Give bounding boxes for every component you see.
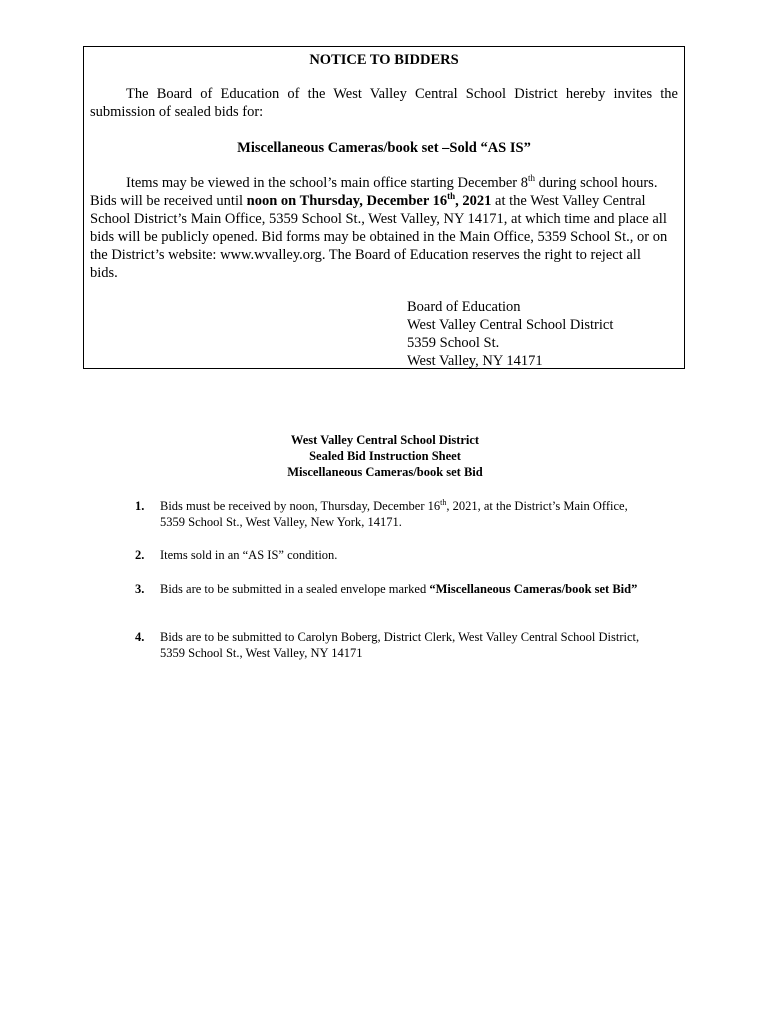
details-text-c: at the West Valley Central School District’s Main Office, 5359 School St., West Valley, NY 14171, at which time and place all bids will be publicly opened. Bid forms may be obtained in the Main Office, 5359 School St., or on the District’s website: www.wvalley.org. The Board of Education reserves the right to reject all bids. xyxy=(90,193,668,281)
notice-intro-paragraph xyxy=(90,85,678,121)
notice-title: NOTICE TO BIDDERS xyxy=(309,52,459,68)
signature-line: West Valley, NY 14171 xyxy=(407,353,543,369)
list-item xyxy=(135,547,655,563)
item-text: Bids are to be submitted to Carolyn Boberg, District Clerk, West Valley Central School District, 5359 School St., West Valley, NY 14171 xyxy=(160,630,640,660)
item-number: 1. xyxy=(135,499,145,513)
item-sup: th xyxy=(440,498,447,507)
notice-to-bidders-box xyxy=(83,46,685,369)
intro-line-1: The Board of Education of the West Valley Central School District hereby invites the xyxy=(126,86,678,102)
details-sup-a: th xyxy=(528,173,536,183)
item-text: Items sold in an “AS IS” condition. xyxy=(160,548,338,562)
item-text: Bids must be received by noon, Thursday, December 16 xyxy=(160,499,441,513)
details-bold-sup: th xyxy=(447,191,456,201)
signature-line: Board of Education xyxy=(407,299,521,315)
heading-line: Miscellaneous Cameras/book set Bid xyxy=(287,465,483,479)
details-bold-1: noon on Thursday, December 16 xyxy=(246,193,448,209)
list-item xyxy=(135,498,655,530)
details-text-a: Items may be viewed in the school’s main office starting December 8 xyxy=(126,175,528,191)
item-number: 2. xyxy=(135,548,145,562)
details-text-b: during school hours. Bids will be received until xyxy=(90,175,658,209)
signature-line: 5359 School St. xyxy=(407,335,500,351)
item-number: 3. xyxy=(135,582,145,596)
instruction-sheet-heading xyxy=(0,432,770,480)
signature-block xyxy=(407,298,613,370)
heading-line: Sealed Bid Instruction Sheet xyxy=(309,449,461,463)
item-text: Bids are to be submitted in a sealed envelope marked xyxy=(160,582,430,596)
item-text-cont: , 2021, at the District’s Main Office, 5359 School St., West Valley, New York, 14171. xyxy=(160,499,628,529)
signature-line: West Valley Central School District xyxy=(407,317,614,333)
details-bold-2: , 2021 xyxy=(455,193,492,209)
bid-item-title: Miscellaneous Cameras/book set –Sold “AS IS” xyxy=(237,140,531,156)
notice-details-paragraph xyxy=(90,174,672,282)
intro-line-2: submission of sealed bids for: xyxy=(90,104,264,120)
item-bold-text: “Miscellaneous Cameras/book set Bid” xyxy=(429,582,638,596)
heading-line: West Valley Central School District xyxy=(290,433,480,447)
list-item xyxy=(135,629,655,661)
item-number: 4. xyxy=(135,630,145,644)
list-item xyxy=(135,581,655,597)
